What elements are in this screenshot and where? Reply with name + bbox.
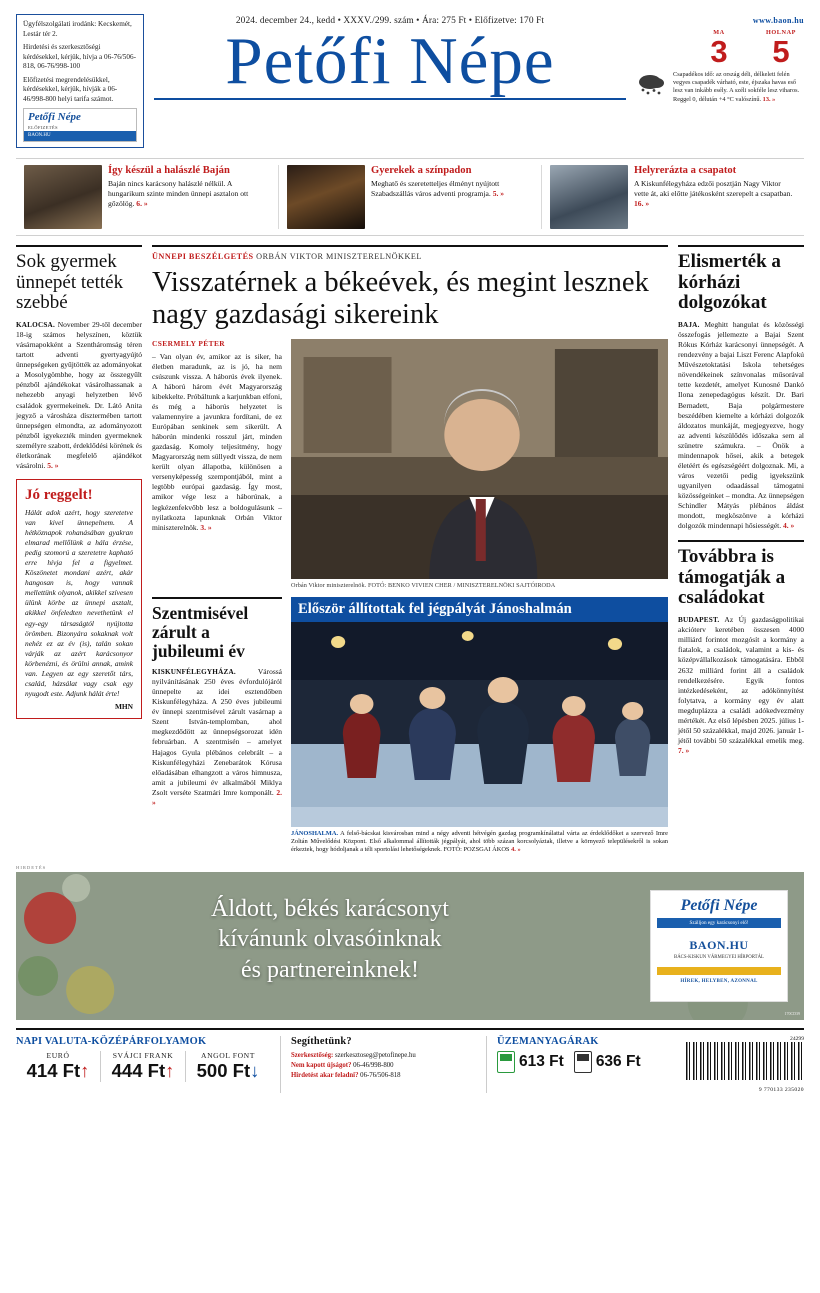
right-headline-1[interactable]: Elismerték a kórházi dolgozókat (678, 251, 781, 314)
diesel-pump-icon (574, 1051, 592, 1073)
mini-logo-title: Petőfi Népe (28, 111, 81, 123)
help-value-3: 06-76/506-818 (358, 1071, 401, 1079)
jo-reggelt-box (16, 479, 142, 719)
jo-reggelt-text: Hálát adok azért, hogy szeretetve van kivel ünnepelnem. A hétköznapok rohanásában gyakran elmarad mellőlünk a hála érzése, pedig szomorú a szeretetre kapható erre hívja fel a figyelmet. Köszönetet mondani azért, akár hangosan is, hogy vannak mellettünk olyanok, akikkel szívesen ülünk körbe az ünnepi asztalt, akikkel önfeledten nevethetünk el egy-egy társaságtól nyújtotta örömben. Bizonyára sokaknak volt nehéz ez az év (is), talán sokan várják az azért karácsonyor körbenézni, és örülni annak, amink van. Legyen az egy szeretőt társ, család, házsálat vagy csak egy nyugodt este. Adjunk hálát érte! (25, 507, 133, 698)
masthead-center (154, 14, 626, 100)
weather-tomorrow-label: HOLNAP (765, 29, 797, 36)
currency-amount: 444 Ft (111, 1059, 166, 1081)
right-page-ref-1[interactable]: 4. » (782, 521, 795, 531)
currency-name: ANGOL FONT (200, 1050, 256, 1060)
mid-left-page-ref[interactable]: 2. » (152, 787, 282, 807)
left-text: November 29-től december 18-ig számos helyszínen, köztük vásárnapokként a Szentháromság téren tartott adventi gyertyagyújtó ünnepségeken gyűjtötték az adományokat a Mosolygömbhe, hogy az összegyűlt pénzből ajándékokat vásárolhassanak a nehezebb anyagi helyzetben lévő családok gyermekeinek. Dr. Látó Anita jegyző a városháza dísztermében tartott ünnepségen elmondta, az adományozott pénzből igyekezték minden gyermeknek személyre szabott, érdeklődési körének és életkorának megfelelő ajándékot vásárolni. (16, 319, 142, 470)
dateline: 2024. december 24., kedd • XXXV./299. szám • Ára: 275 Ft • Előfizetve: 170 Ft (235, 16, 545, 26)
ad-label: HIRDETÉS (16, 864, 47, 870)
ad-card-subtitle: BÁCS-KISKUN VÁRMEGYEI HÍRPORTÁL (674, 954, 764, 960)
ad-card-footer: HÍREK, HELYBEN, AZONNAL (680, 979, 758, 985)
currency-section (16, 1036, 270, 1093)
right-rule-2 (678, 540, 804, 542)
help-value-2: 06-46/998-800 (351, 1061, 394, 1069)
help-section (280, 1036, 476, 1093)
website-url[interactable]: www.baon.hu (752, 16, 804, 25)
currency-item (16, 1051, 100, 1082)
left-column (16, 245, 142, 855)
center-column (152, 245, 668, 855)
promo-item[interactable] (541, 165, 804, 229)
ice-rink-banner[interactable]: Először állítottak fel jégpályát Jánoshalmán (291, 597, 668, 622)
promo-title[interactable]: Gyerekek a színpadon (371, 165, 472, 176)
weather-text: Csapadékos idő: az ország déli, délkeleti felén vegyes csapadék várható, este, éjszaka havas eső lesz van inkább esély. A széli sokféle lesz viharos. Reggel 0, délután +4 °C valószínű. (673, 71, 800, 103)
ice-rink-caption-location: JÁNOSHALMA. (291, 829, 339, 837)
ad-line-2: kívánunk olvasóinknak (218, 926, 442, 953)
weather-page-ref[interactable]: 13. » (762, 95, 776, 103)
ad-greeting (16, 894, 644, 986)
mid-left-rule (152, 597, 282, 599)
center-rule (152, 245, 668, 247)
right-text-2: Az Új gazdaságpolitikai akcióterv keretében összesen 4000 milliárd forintot mozgósít a kormány a fiatalok, a családok, valamint a kis- és középvállalkozások támogatására. Ebből 2632 milliárd forint áll a családok rendelkezésére. Egyik fontos intézkedéseként, az adókönnyítést folytatva, a kormány egy év alatt megduplázza a családi adókedvezmény mértékét. Az első lépésben 2025. július 1-jétől 50 százalékkal, majd 2026. január 1-jétől további 50 százalékkal emelik meg. (678, 614, 804, 745)
barcode-section (686, 1036, 804, 1093)
trend-up-icon: ↑ (165, 1059, 175, 1081)
advertisement[interactable] (16, 865, 804, 1020)
mid-left-headline[interactable]: Szentmisével zárult a jubileumi év (152, 602, 249, 662)
weather-today (696, 29, 742, 67)
currency-value (16, 1060, 100, 1082)
main-page-ref[interactable]: 3. » (200, 522, 212, 532)
office-phones: Hirdetési és szerkesztőségi kérdésekkel, kérjük, hívja a 06-76/506-818, 06-76/998-100 (23, 43, 136, 70)
weather-tomorrow-value: 5 (772, 34, 790, 69)
ad-code: 170CD39 (784, 1010, 800, 1016)
footer (16, 1028, 804, 1093)
main-photo-caption: Orbán Viktor miniszterelnök. FOTÓ: BENKO VIVIEN CHER / MINISZTERELNÖKI SAJTÓIRODA (291, 581, 556, 589)
ad-line-1: Áldott, békés karácsonyt (211, 895, 449, 922)
snow-cloud-icon (636, 71, 668, 104)
page-title: Petőfi Népe (225, 24, 555, 98)
main-body (152, 352, 282, 533)
right-headline-2[interactable]: Továbbra is támogatják a családokat (678, 546, 786, 609)
fuel-title: ÜZEMANYAGÁRAK (497, 1035, 599, 1047)
diesel-price: 636 Ft (595, 1052, 641, 1070)
ad-brand-card (650, 890, 788, 1002)
currency-title: NAPI VALUTA-KÖZÉPÁRFOLYAMOK (16, 1035, 207, 1047)
right-body-2 (678, 615, 804, 756)
ice-rink-page-ref[interactable]: 4. » (511, 846, 521, 854)
currency-name: EURÓ (46, 1050, 70, 1060)
promo-title[interactable]: Így készül a halászlé Baján (108, 165, 230, 176)
mid-right-article (291, 597, 668, 855)
currency-value (101, 1060, 185, 1082)
masthead (16, 14, 804, 148)
mini-logo-band: BAON.HU (28, 133, 51, 138)
jo-reggelt-title: Jó reggelt! (25, 486, 93, 503)
promo-item[interactable] (278, 165, 541, 229)
coach-photo (550, 165, 628, 229)
mini-logo (23, 108, 137, 142)
currency-amount: 414 Ft (26, 1059, 81, 1081)
halaszle-photo (24, 165, 102, 229)
weather-forecast (636, 71, 804, 104)
right-lead-2: BUDAPEST. (678, 615, 720, 624)
mid-left-article (152, 597, 282, 855)
barcode-top-number: 24299 (790, 1035, 804, 1042)
barcode-number: 9 770133 235020 (758, 1086, 804, 1093)
promo-page[interactable]: 16. » (634, 198, 650, 208)
ice-rink-caption (291, 830, 668, 855)
promo-text: A Kiskunfélegyháza edzői posztján Nagy Viktor vette át, aki előtte játékosként szerepelt a csapatban. (634, 178, 793, 198)
byline: CSERMELY PÉTER (152, 338, 226, 348)
left-page-ref[interactable]: 5. » (47, 460, 59, 470)
fuel-item-petrol (497, 1051, 564, 1073)
office-address: Ügyfélszolgálati irodánk: Kecskemét, Lestár tér 2. (23, 20, 132, 38)
subscription-info: Előfizetési megrendelésükkel, kérdésekkel, kérjük, hívják a 06-46/998-800 helyi tarifa számot. (23, 75, 118, 103)
barcode-image (686, 1042, 804, 1080)
ad-card-banner: Szálljon egy karácsonyi elő! (657, 918, 781, 928)
promo-item[interactable] (16, 165, 278, 229)
weather-today-label: MA (713, 29, 725, 36)
help-value-1: szerkesztoseg@petofinepe.hu (333, 1051, 416, 1059)
help-line-2[interactable] (291, 1061, 476, 1071)
currency-item (100, 1051, 185, 1082)
promo-strip (16, 158, 804, 236)
promo-text: Meghatő és szeretetteljes élményt nyújtott Szabadszállás város adventi programja. (371, 178, 500, 198)
left-rule (16, 245, 142, 247)
promo-page[interactable]: 5. » (492, 188, 505, 198)
petrol-pump-icon (497, 1051, 515, 1073)
ad-card-logo: Petőfi Népe (680, 896, 758, 914)
currency-name: SVÁJCI FRANK (112, 1050, 174, 1060)
right-rule (678, 245, 804, 247)
help-label-3: Hirdetést akar feladni? (291, 1071, 359, 1079)
ice-rink-photo (291, 622, 668, 827)
currency-amount: 500 Ft (196, 1059, 251, 1081)
help-title: Segíthetünk? (291, 1035, 352, 1047)
mid-left-text: Várossá nyilvánításának 250 éves évfordulójáról ünnepelte az idei esztendőben Kiskunfélegyháza. A 250 éves jubileumi év ünnepi szentmisével zárult vasárnap a Szent István-templomban, ahol megkezdődött az ünnepségsorozat idén februárban. A szentmisén – amelyet Hajagos Gyula plébános celebrált – a Kiskunfélegyházi Zenebarátok Kórusa előadásában elhangzott a város himnusza, amit a jubileumi év alkalmából Miklya Zsolt verséte Szatmári Imre komponált. (152, 666, 282, 797)
contact-info-box (16, 14, 144, 148)
right-column (678, 245, 804, 855)
help-label-2: Nem kapott újságot? (291, 1061, 352, 1069)
ad-line-3: és partnereinknek! (241, 957, 419, 984)
promo-page[interactable]: 6. » (136, 198, 148, 208)
promo-title[interactable]: Helyrerázta a csapatot (634, 165, 737, 176)
main-grid (16, 245, 804, 855)
right-text-1: Meghitt hangulat és közösségi összefogás jellemezte a Bajai Szent Rókus Kórház karácsonyi ünnepségét. A rendezvény a bajai Liszt Ferenc Alapfokú Művészetoktatási Iskola tehetséges növendékeinek színvonalas műsorával tette kezdetét, amelyet Kunosné Dankó Ilona zenepedagógus készít. Dr. Bari Bernadett, Baja polgármestere beszédében kiemelte a kórházi dolgozók áldozatos munkáját, megjegyezve, hogy az adventi készülődés időszaka sem al szünetre számukra. – Önök a mindennapok hősei, akik a betegek életéért és egészségéért dolgoznak. Mi, a város vezetői pedig igyekszünk ugyanilyen odaadással támogatni közösségeinket – mondta. Az ünnepségen Schindler Mátyás plébános áldást mondott, megköszönve a kórházi dolgozók mindennapi hősiességét. (678, 319, 804, 531)
weather-tomorrow (758, 29, 804, 67)
main-headline[interactable]: Visszatérnek a békeévek, és megint lesznek nagy gazdasági sikereink (152, 267, 649, 330)
kicker-black: ORBÁN VIKTOR MINISZTERELNÖKKEL (256, 252, 422, 261)
right-body-1 (678, 320, 804, 532)
help-line-1[interactable] (291, 1051, 476, 1061)
weather-today-value: 3 (710, 34, 728, 69)
kicker-red: ÜNNEPI BESZÉLGETÉS (152, 252, 254, 261)
weather-temps (636, 29, 804, 67)
fuel-section (486, 1036, 676, 1093)
mid-left-lead: KISKUNFÉLEGYHÁZA. (152, 667, 236, 676)
promo-text: Baján nincs karácsony halászlé nélkül. A hungarikum szinte minden ünnepi asztalon ott gőzölög. (108, 178, 249, 208)
right-lead-1: BAJA. (678, 320, 700, 329)
lead-story (152, 339, 668, 589)
help-label-1: Szerkesztőség: (291, 1051, 334, 1059)
masthead-right (636, 14, 804, 104)
fuel-item-diesel (574, 1051, 641, 1073)
mini-logo-sub: ELŐFIZETÉS (28, 125, 58, 130)
mid-left-body (152, 667, 282, 808)
currency-value (186, 1060, 270, 1082)
trend-up-icon: ↑ (80, 1059, 90, 1081)
orban-interview-photo (291, 339, 668, 579)
ad-card-brand: BAON.HU (689, 937, 749, 952)
ad-card-bar (657, 967, 781, 975)
stage-photo (287, 165, 365, 229)
petrol-price: 613 Ft (519, 1052, 564, 1070)
currency-item (185, 1051, 270, 1082)
right-page-ref-2[interactable]: 7. » (678, 745, 690, 755)
main-text: – Van olyan év, amikor az is siker, ha életben maradunk, az is jó, ha nem csúszunk vissza. A háborús évek ilyenek. A háború három évét Magyarország kibekkelte. Próbáltunk a karjunkban elfoni, és még a háborús helyzetet is valamennyire a javunkra fordítani, de ez Európában senkinek sem sikerült. A háborún mindenki rosszul járt, minden gazdaság. Komoly teljesítmény, hogy Magyarország nem süllyedt vissza, de nem került olyan állapotba, különösen a versenyképesség szempontjából, mint a legtöbb európai gazdaság. Így most, amikor vége lesz a háborúnak, a legkézenfekvőbb lesz a boldogulásunk – nyilatkozta lapunknak Orbán Viktor miniszterelnök. (152, 351, 282, 532)
left-body (16, 320, 142, 471)
mid-lower-block (152, 597, 668, 855)
left-lead: KALOCSA. (16, 320, 55, 329)
left-headline[interactable]: Sok gyermek ünnepét tették szebbé (16, 251, 124, 314)
kicker (152, 252, 668, 261)
ice-rink-caption-text: A felső-bácskai kisvárosban mind a négy adventi hétvégén gazdag programkínálattal várta az érdeklődőket a szervező Imre Zoltán Művelődési Központ. Első alkalommal állították jégpályát, ahol több százan korcsolyáztak, illetve a környező településekről is sokan érkeztek, hogy hódoljanak a téli sportolási lehetőségeknek. FOTÓ: POZSGAI ÁKOS (291, 829, 668, 854)
trend-down-icon: ↓ (250, 1059, 260, 1081)
help-line-3[interactable] (291, 1071, 476, 1081)
jo-reggelt-signature: MHN (114, 702, 133, 712)
ad-banner[interactable] (16, 872, 804, 1020)
